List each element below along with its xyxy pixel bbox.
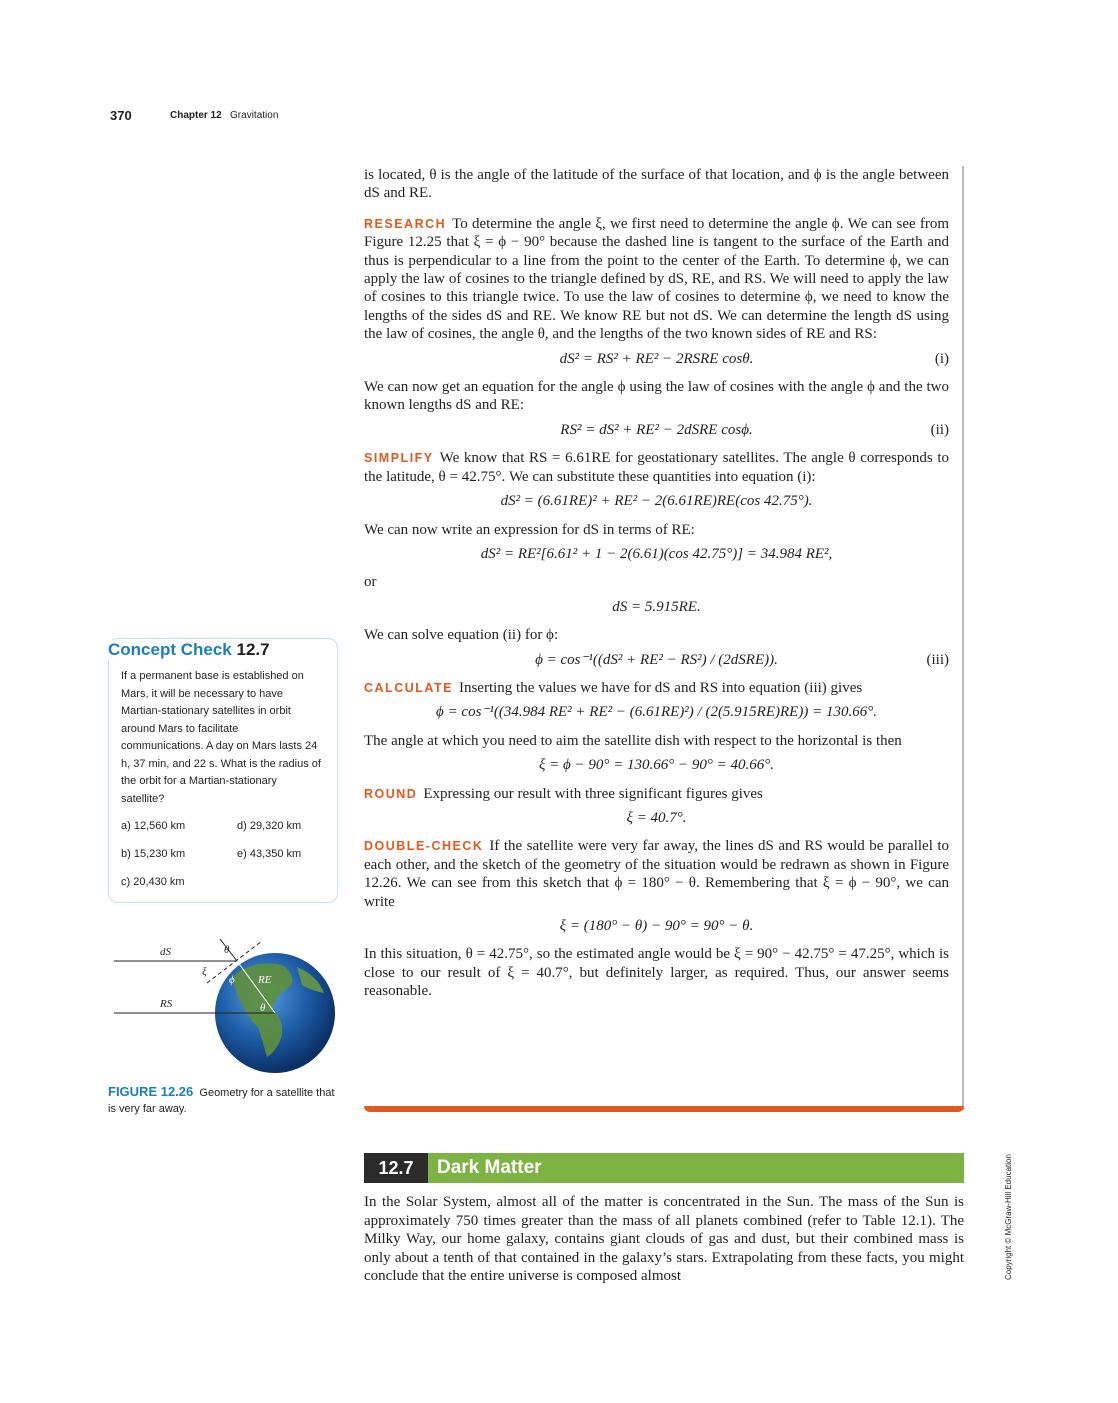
equation-1-number: (i)	[934, 350, 949, 367]
equation-6-text: ϕ = cos⁻¹((dS² + RE² − RS²) / (2dSRE)).	[535, 651, 778, 668]
label-rs: RS	[160, 998, 173, 1010]
equation-3: dS² = (6.61RE)² + RE² − 2(6.61RE)RE(cos 42.75°).	[500, 493, 813, 510]
simplify-label: SIMPLIFY	[364, 451, 434, 466]
copyright-notice: Copyright © McGraw-Hill Education	[1004, 1154, 1013, 1280]
equation-7: ϕ = cos⁻¹((34.984 RE² + RE² − (6.61RE)²) / (2(5.915RE)RE)) = 130.66°.	[436, 704, 877, 721]
equation-4: dS² = RE²[6.61² + 1 − 2(6.61)(cos 42.75°)] = 34.984 RE²,	[480, 545, 833, 562]
equation-9: ξ = 40.7°.	[626, 809, 687, 826]
paragraph-5: The angle at which you need to aim the satellite dish with respect to the horizontal is then	[364, 732, 902, 749]
section-paragraph: In the Solar System, almost all of the matter is concentrated in the Sun. The mass of the Sun is approximately 750 times greater than the mass of all planets combined (refer to Table 12.1). The Milky Way, our home galaxy, contains giant clouds of gas and dust, but their combined mass is only about a tenth of that contained in the galaxy’s stars. Extrapolating from these facts, you might conclude that the entire universe is composed almost	[364, 1194, 964, 1285]
concept-check-label: Concept Check	[108, 640, 232, 659]
double-check-label: DOUBLE-CHECK	[364, 839, 484, 854]
option-b[interactable]: b) 15,230 km	[121, 848, 186, 860]
equation-6	[364, 651, 949, 669]
chapter-title: Gravitation	[230, 110, 279, 121]
concept-check-number: 12.7	[236, 640, 270, 659]
figure-12-26	[112, 935, 342, 1075]
concept-check-question: If a permanent base is established on Mars, it will be necessary to have Martian-stationary satellites in orbit around Mars to facilitate communications. A day on Mars lasts 24 h, 37 min, and 22 s. What is the radius of the orbit for a Martian-stationary satellite?	[121, 670, 321, 805]
calculate-paragraph	[364, 679, 949, 697]
equation-2-text: RS² = dS² + RE² − 2dSRE cosϕ.	[560, 421, 753, 438]
equation-1-text: dS² = RS² + RE² − 2RSRE cosθ.	[559, 350, 754, 367]
option-d[interactable]: d) 29,320 km	[237, 820, 302, 832]
solved-problem-body	[364, 166, 949, 1001]
figure-caption-text: Geometry for a satellite that is very far away.	[108, 1087, 335, 1115]
option-c[interactable]: c) 20,430 km	[121, 876, 185, 888]
simplify-text: We know that RS = 6.61RE for geostationary satellites. The angle θ corresponds to the latitude, θ = 42.75°. We can substitute these quantities into equation (i):	[364, 450, 949, 485]
page-number: 370	[110, 108, 132, 123]
calculate-label: CALCULATE	[364, 680, 453, 695]
label-phi: ϕ	[229, 974, 235, 986]
equation-6-number: (iii)	[926, 651, 949, 668]
section-title: Dark Matter	[437, 1157, 542, 1178]
research-label: RESEARCH	[364, 216, 447, 231]
example-bottom-bar	[364, 1106, 964, 1112]
round-label: ROUND	[364, 786, 418, 801]
equation-10: ξ = (180° − θ) − 90° = 90° − θ.	[559, 918, 754, 934]
figure-caption	[108, 1084, 343, 1117]
double-check-text: If the satellite were very far away, the lines dS and RS would be parallel to each other, and the sketch of the geometry of the situation would be redrawn as shown in Figure 12.26. We can see from this sketch that ϕ = 180° − θ. Remembering that ξ = ϕ − 90°, we can write	[364, 838, 949, 910]
paragraph-3: We can now write an expression for dS in terms of RE:	[364, 521, 695, 538]
paragraph-4: We can solve equation (ii) for ϕ:	[364, 627, 559, 644]
or-text: or	[364, 574, 377, 591]
round-text: Expressing our result with three significant figures gives	[423, 785, 763, 802]
label-theta-top: θ	[224, 944, 230, 956]
label-xi: ξ	[202, 966, 207, 978]
option-a[interactable]: a) 12,560 km	[121, 820, 186, 832]
final-paragraph: In this situation, θ = 42.75°, so the estimated angle would be ξ = 90° − 42.75° = 47.25°, which is close to our result of ξ = 40.7°, but definitely larger, as required. Thus, our answer seems reasonable.	[364, 946, 949, 1000]
equation-1	[364, 350, 949, 368]
label-re: RE	[258, 974, 272, 986]
example-side-rule	[962, 166, 964, 1110]
chapter-header	[170, 110, 278, 121]
simplify-paragraph	[364, 449, 949, 486]
research-text: To determine the angle ξ, we first need to determine the angle ϕ. We can see from Figure 12.25 that ξ = ϕ − 90° because the dashed line is tangent to the surface of the Earth and thus is perpendicular to a line from the point to the center of the Earth. To determine ϕ, we can apply the law of cosines to the triangle defined by dS, RE, and RS. We will need to apply the law of cosines to this triangle twice. To use the law of cosines to determine ϕ, we need to know the lengths of the sides dS and RE. We know RE but not dS. We can determine the length dS using the law of cosines, the angle θ, and the lengths of the two known sides of RE and RS:	[364, 215, 949, 343]
label-theta-center: θ	[260, 1002, 266, 1014]
equation-5: dS = 5.915RE.	[612, 598, 701, 615]
option-e[interactable]: e) 43,350 km	[237, 848, 302, 860]
concept-check-title	[108, 640, 278, 660]
intro-paragraph: is located, θ is the angle of the latitude of the surface of that location, and ϕ is the angle between dS and RE.	[364, 167, 949, 202]
round-paragraph	[364, 785, 949, 803]
calculate-text: Inserting the values we have for dS and RS into equation (iii) gives	[458, 679, 863, 696]
double-check-paragraph	[364, 837, 949, 911]
section-number: 12.7	[364, 1153, 428, 1183]
figure-caption-label: FIGURE 12.26	[108, 1084, 194, 1099]
equation-2	[364, 421, 949, 439]
paragraph-2: We can now get an equation for the angle ϕ using the law of cosines with the angle ϕ and the two known lengths dS and RE:	[364, 379, 949, 414]
chapter-number: Chapter 12	[170, 110, 222, 121]
equation-2-number: (ii)	[930, 421, 949, 438]
label-ds: dS	[160, 946, 171, 958]
equation-8: ξ = ϕ − 90° = 130.66° − 90° = 40.66°.	[538, 757, 775, 774]
research-paragraph	[364, 215, 949, 344]
